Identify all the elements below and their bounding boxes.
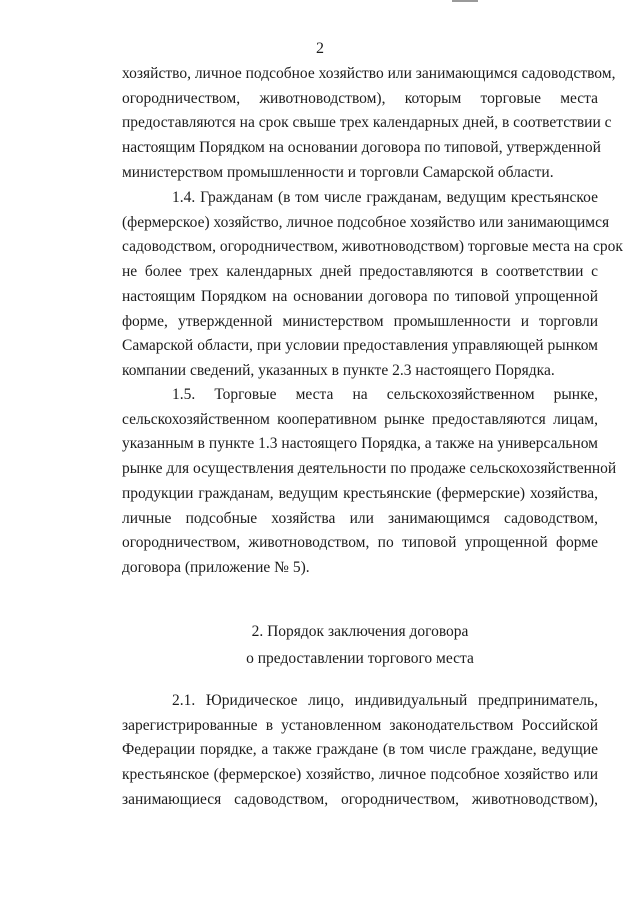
text-line: зарегистрированные в установленном законодательством Российской [122,716,598,734]
text-line: рынке для осуществления деятельности по продаже сельскохозяйственной [122,460,617,478]
text-line: крестьянское (фермерское) хозяйство, личное подсобное хозяйство или [122,766,598,784]
paragraph-2-1 [122,689,598,813]
text-line: компании сведений, указанных в пункте 2.3 настоящего Порядка. [122,361,555,379]
text-line: предоставляются на срок свыше трех календарных дней, в соответствии с [122,114,612,132]
text-line: настоящим Порядком на основании договора по типовой, утвержденной [122,139,601,157]
text-line: форме, утвержденной министерством промышленности и торговли [122,312,598,330]
text-line: министерством промышленности и торговли Самарской области. [122,163,554,181]
section-heading-line-1: 2. Порядок заключения договора [251,623,469,640]
scan-mark [452,0,478,2]
text-line: договора (приложение № 5). [122,558,310,576]
text-line: 2.1. Юридическое лицо, индивидуальный предприниматель, [172,692,598,709]
text-line: сельскохозяйственном кооперативном рынке предоставляются лицам, [122,410,598,428]
section-heading [122,619,598,671]
text-line: занимающиеся садоводством, огородничеством, животноводством), [122,790,598,808]
text-line: настоящим Порядком на основании договора по типовой упрощенной [122,287,598,305]
text-line: указанным в пункте 1.3 настоящего Порядка, а также на универсальном [122,435,598,453]
text-line: 1.5. Торговые места на сельскохозяйственном рынке, [172,386,598,403]
text-line: огородничеством, животноводством), которым торговые места [122,89,598,107]
text-line: Самарской области, при условии предоставления управляющей рынком [122,337,598,355]
section-heading-line-2: о предоставлении торгового места [246,650,474,667]
text-line: хозяйство, личное подсобное хозяйство или занимающимся садоводством, [122,65,616,82]
page-number: 2 [316,40,324,57]
text-line: личные подсобные хозяйства или занимающимся садоводством, [122,509,598,527]
text-line: огородничеством, животноводством, по типовой упрощенной форме [122,534,598,552]
text-line: Федерации порядке, а также граждане (в том числе граждане, ведущие [122,741,598,759]
text-line: продукции гражданам, ведущим крестьянские (фермерские) хозяйства, [122,484,598,502]
text-line: садоводством, огородничеством, животноводством) торговые места на срок [122,238,623,256]
text-line: (фермерское) хозяйство, личное подсобное хозяйство или занимающимся [122,213,610,231]
text-line: 1.4. Гражданам (в том числе гражданам, ведущим крестьянское [172,189,598,206]
paragraph-1-4 [122,186,623,384]
paragraph-1-5 [122,383,617,581]
text-line: не более трех календарных дней предоставляются в соответствии с [122,263,598,281]
paragraph-continuation [122,62,616,186]
